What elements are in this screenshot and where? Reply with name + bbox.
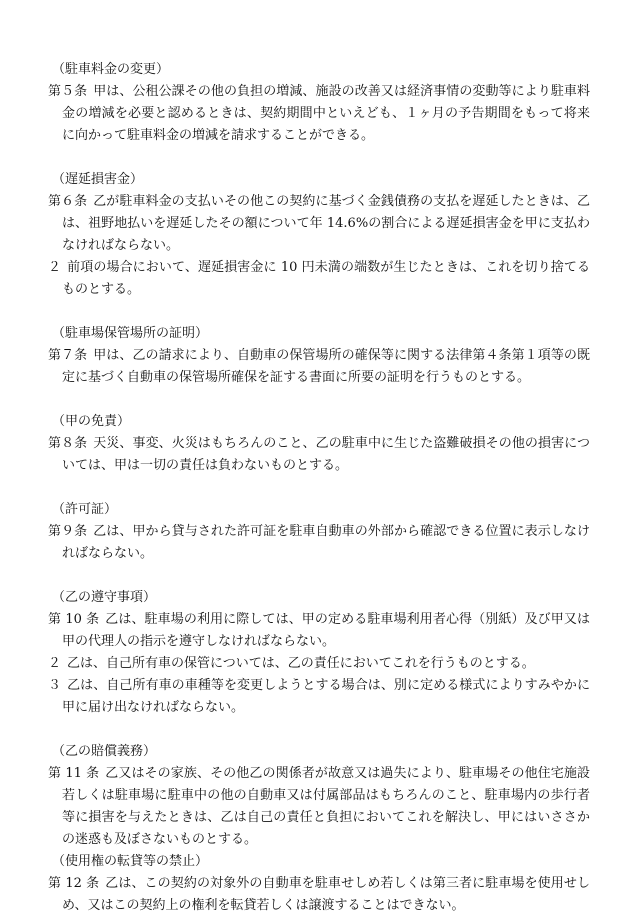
article-text: 甲は、乙の請求により、自動車の保管場所の確保等に関する法律第４条第１項等の既定に基づく自動車の保管場所確保を証する書面に所要の証明を行うものとする。: [62, 348, 590, 385]
article-text: 乙又はその家族、その他乙の関係者が故意又は過失により、駐車場その他住宅施設若しくは駐車場に駐車中の他の自動車又は付属部品はもちろんのこと、駐車場内の歩行者等に損害を与えたときは、乙は自己の責任と負担においてこれを解決し、甲にはいささかの迷惑も及ぼさないものとする。: [62, 766, 590, 847]
section-fee-change: [48, 59, 590, 147]
spacer: [48, 147, 590, 169]
article-paragraph: [48, 653, 590, 675]
article-text: 乙は、自己所有車の車種等を変更しようとする場合は、別に定める様式によりすみやかに甲に届け出なければならない。: [62, 678, 590, 715]
article-paragraph: [48, 257, 590, 301]
article-number: 第 11 条: [48, 766, 100, 781]
article-paragraph: [48, 81, 590, 147]
section-heading: （乙の遵守事項）: [52, 590, 157, 605]
section-heading: （許可証）: [52, 502, 118, 517]
section-permit: [48, 499, 590, 565]
spacer: [48, 719, 590, 741]
section-sublease-prohibition: [48, 851, 590, 917]
article-number: 第８条: [48, 436, 88, 451]
article-text: 乙が駐車料金の支払いその他この契約に基づく金銭債務の支払を遅延したときは、乙は、祖野地払いを遅延したその額について年 14.6%の割合による遅延損害金を甲に支払わなければならない。: [62, 194, 590, 253]
section-heading: （駐車料金の変更）: [52, 62, 170, 77]
section-exemption: [48, 411, 590, 477]
section-late-charge: [48, 169, 590, 301]
article-paragraph: [48, 345, 590, 389]
article-number: 第７条: [48, 348, 88, 363]
article-number: 第９条: [48, 524, 88, 539]
article-number: 第 12 条: [48, 876, 100, 891]
article-number: 第５条: [48, 84, 88, 99]
section-heading: （遅延損害金）: [52, 172, 144, 187]
article-paragraph: [48, 873, 590, 917]
article-text: 乙は、駐車場の利用に際しては、甲の定める駐車場利用者心得（別紙）及び甲又は甲の代理人の指示を遵守しなければならない。: [62, 612, 590, 649]
article-number: 第６条: [48, 194, 88, 209]
article-paragraph: [48, 521, 590, 565]
article-text: 乙は、自己所有車の保管については、乙の責任においてこれを行うものとする。: [67, 656, 535, 671]
article-paragraph: [48, 763, 590, 851]
article-paragraph: [48, 191, 590, 257]
contract-body: [48, 59, 590, 917]
article-text: 甲は、公租公課その他の負担の増減、施設の改善又は経済事情の変動等により駐車料金の増減を必要と認めるときは、契約期間中といえども、１ヶ月の予告期間をもって将来に向かって駐車料金の増減を請求することができる。: [62, 84, 590, 143]
spacer: [48, 301, 590, 323]
article-paragraph: [48, 433, 590, 477]
article-number: ２: [48, 260, 62, 275]
section-storage-certificate: [48, 323, 590, 389]
section-heading: （乙の賠償義務）: [52, 744, 157, 759]
section-heading: （甲の免責）: [52, 414, 131, 429]
article-paragraph: [48, 675, 590, 719]
spacer: [48, 565, 590, 587]
article-number: ３: [48, 678, 62, 693]
article-text: 乙は、この契約の対象外の自動車を駐車せしめ若しくは第三者に駐車場を使用せしめ、又はこの契約上の権利を転貸若しくは譲渡することはできない。: [62, 876, 590, 913]
spacer: [48, 477, 590, 499]
spacer: [48, 389, 590, 411]
article-text: 天災、事変、火災はもちろんのこと、乙の駐車中に生じた盗難破損その他の損害については、甲は一切の責任は負わないものとする。: [62, 436, 590, 473]
section-compliance: [48, 587, 590, 719]
article-number: ２: [48, 656, 62, 671]
article-text: 乙は、甲から貸与された許可証を駐車自動車の外部から確認できる位置に表示しなければならない。: [62, 524, 590, 561]
section-heading: （使用権の転貸等の禁止）: [52, 854, 209, 869]
article-text: 前項の場合において、遅延損害金に 10 円未満の端数が生じたときは、これを切り捨てるものとする。: [62, 260, 590, 297]
article-paragraph: [48, 609, 590, 653]
article-number: 第 10 条: [48, 612, 100, 627]
section-heading: （駐車場保管場所の証明）: [52, 326, 209, 341]
section-liability: [48, 741, 590, 851]
